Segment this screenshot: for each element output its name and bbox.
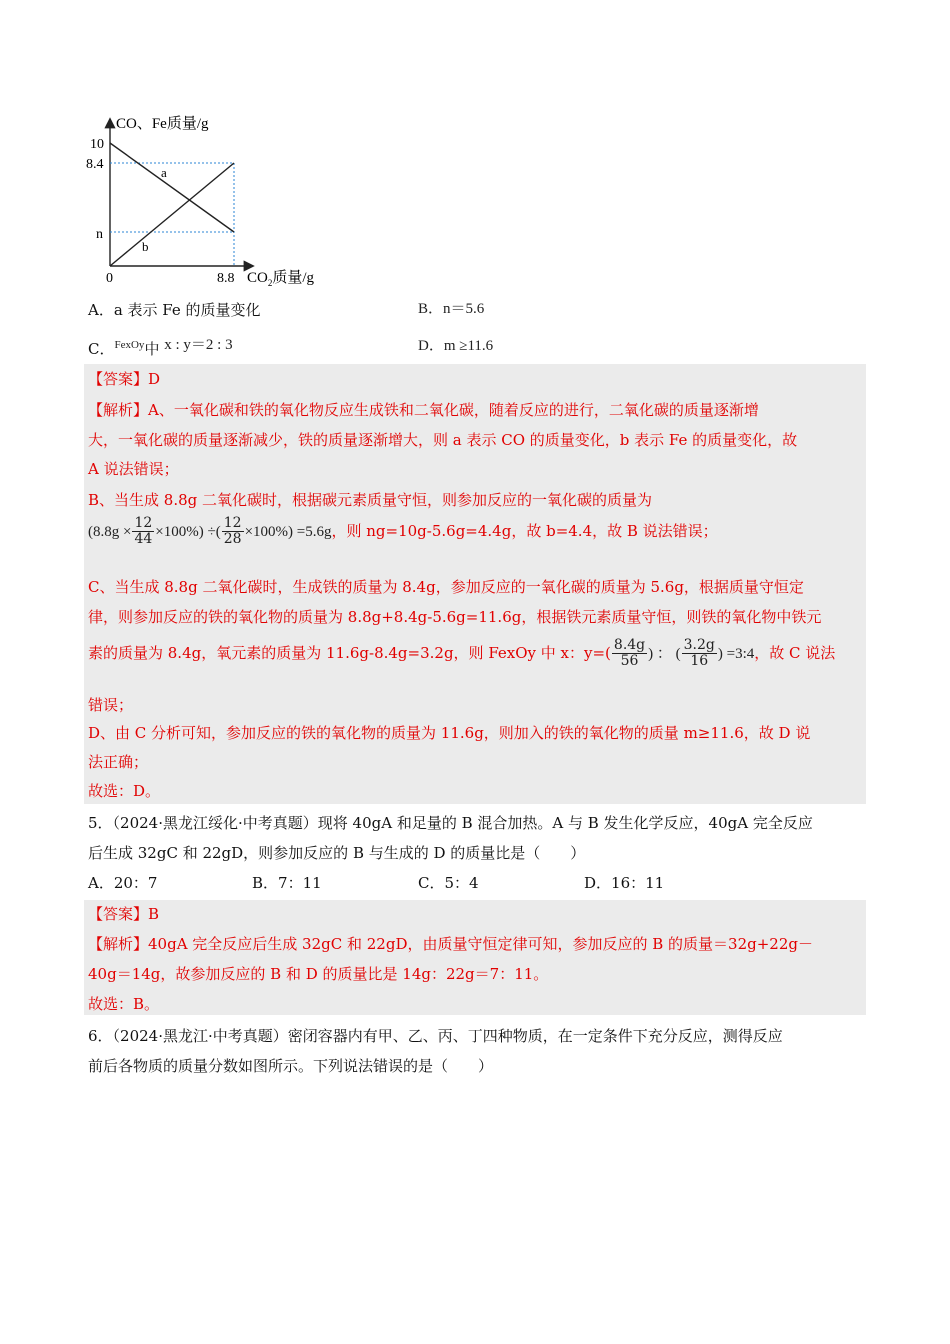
q4-analysis-c1: C、当生成 8.8g 二氧化碳时，生成铁的质量为 8.4g，参加反应的一氧化碳的质量为 5.6g，根据质量守恒定 xyxy=(88,578,804,596)
q4-option-d: D．m ≥11.6 xyxy=(418,338,494,354)
fraction-3-2-16: $\frac{3.2g}{16}$ xyxy=(683,637,715,670)
q4-option-c-mid: 中 xyxy=(144,340,160,358)
series-a-line xyxy=(110,143,234,232)
q4-option-c-formula: FexOy xyxy=(114,339,145,351)
q4-analysis-a1: 【解析】A、一氧化碳和铁的氧化物反应生成铁和二氧化碳，随着反应的进行，二氧化碳的质量逐渐增 xyxy=(88,401,759,419)
q4-analysis-c2: 律，则参加反应的铁的氧化物的质量为 8.8g+8.4g-5.6g=11.6g，根据铁元素质量守恒，则铁的氧化物中铁元 xyxy=(88,608,822,626)
y-tick-n: n xyxy=(96,227,103,242)
q4-analysis-c3: 素的质量为 8.4g，氧元素的质量为 11.6g-8.4g=3.2g，则 FexOy 中 x：y=( $\frac{8.4g}{56}$ ) ： ( $\frac{3.2g}{16}$ ) =3:4，故 C 说法 xyxy=(88,637,836,670)
q5-option-c: C．5：4 xyxy=(418,874,479,892)
q5-answer: 【答案】B xyxy=(88,905,160,923)
q5-option-d: D．16：11 xyxy=(584,874,665,892)
y-tick-10: 10 xyxy=(90,137,104,152)
q4-option-c xyxy=(88,333,233,359)
fraction-8-4-56: $\frac{8.4g}{56}$ xyxy=(613,637,646,670)
q4-option-c-ratio: x : y＝2 : 3 xyxy=(164,337,233,353)
y-tick-8-4: 8.4 xyxy=(86,157,104,172)
q4-analysis-b2: (8.8g × $\frac{12}{44}$ ×100%) ÷( $\frac{12}{28}$ ×100%) =5.6g，则 ng=10g-5.6g=4.4g，故 b=4.4，故 B 说法错误； xyxy=(88,515,718,548)
q4-answer-box xyxy=(84,364,866,804)
q5-stem-1: 5．（2024·黑龙江绥化·中考真题）现将 40gA 和足量的 B 混合加热。A 与 B 发生化学反应，40gA 完全反应 xyxy=(88,814,813,832)
mass-chart xyxy=(84,108,344,288)
fraction-12-28: $\frac{12}{28}$ xyxy=(223,515,242,548)
q5-option-a: A．20：7 xyxy=(88,874,158,892)
q4-answer: 【答案】D xyxy=(88,370,161,388)
y-axis-label: CO、Fe质量/g xyxy=(116,116,209,132)
q5-analysis-1: 【解析】40gA 完全反应后生成 32gC 和 22gD，由质量守恒定律可知，参加反应的 B 的质量＝32g+22g－ xyxy=(88,935,813,953)
q4-option-a: A．a 表示 Fe 的质量变化 xyxy=(88,301,261,319)
q4-choose: 故选：D。 xyxy=(88,782,161,800)
q5-answer-box xyxy=(84,900,866,1015)
q4-option-c-prefix: C． xyxy=(88,340,115,358)
q4-option-b: B．n＝5.6 xyxy=(418,301,485,317)
q4-analysis-a2: 大，一氧化碳的质量逐渐减少，铁的质量逐渐增大，则 a 表示 CO 的质量变化，b 表示 Fe 的质量变化，故 xyxy=(88,431,798,449)
q4-analysis-c4: 错误； xyxy=(88,696,134,714)
q5-stem-2: 后生成 32gC 和 22gD，则参加反应的 B 与生成的 D 的质量比是（ ） xyxy=(88,844,586,862)
q4-analysis-d1: D、由 C 分析可知，参加反应的铁的氧化物的质量为 11.6g，则加入的铁的氧化物的质量 m≥11.6，故 D 说 xyxy=(88,724,811,742)
q5-option-b: B．7：11 xyxy=(252,874,322,892)
x-tick-0: 0 xyxy=(106,271,113,286)
series-b-line xyxy=(110,163,234,266)
x-axis-label: $CO_2$质量/g xyxy=(247,270,315,288)
q5-analysis-2: 40g＝14g，故参加反应的 B 和 D 的质量比是 14g：22g＝7：11。 xyxy=(88,965,549,983)
q4-analysis-b1: B、当生成 8.8g 二氧化碳时，根据碳元素质量守恒，则参加反应的一氧化碳的质量为 xyxy=(88,491,653,509)
q6-stem-1: 6．（2024·黑龙江·中考真题）密闭容器内有甲、乙、丙、丁四种物质，在一定条件下充分反应，测得反应 xyxy=(88,1027,783,1045)
series-b-label: b xyxy=(142,239,149,254)
q5-choose: 故选：B。 xyxy=(88,995,160,1013)
q4-analysis-d2: 法正确； xyxy=(88,753,149,771)
x-tick-8-8: 8.8 xyxy=(217,271,235,286)
q4-analysis-a3: A 说法错误； xyxy=(88,460,179,478)
q6-stem-2: 前后各物质的质量分数如图所示。下列说法错误的是（ ） xyxy=(88,1057,494,1075)
fraction-12-44: $\frac{12}{44}$ xyxy=(134,515,153,548)
series-a-label: a xyxy=(161,165,167,180)
